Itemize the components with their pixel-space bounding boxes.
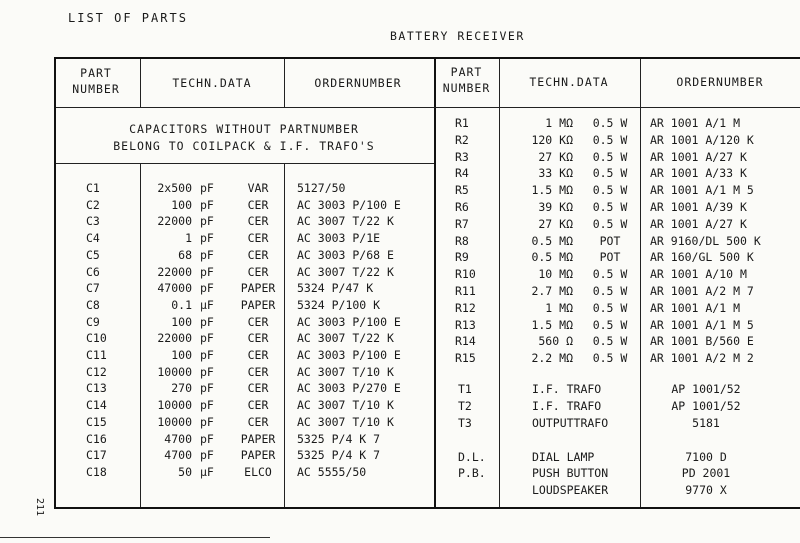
order-number: AR 1001 A/1 M (650, 116, 741, 130)
res-rating: 0.5 W (592, 200, 628, 214)
cap-unit: pF (200, 414, 214, 429)
cap-value: 4700 (164, 448, 192, 463)
order-number: AC 3003 P/100 E (297, 314, 401, 329)
res-value: 39 KΩ (538, 200, 573, 214)
res-value: 27 KΩ (538, 216, 573, 231)
order-number: AR 9160/DL 500 K (650, 233, 761, 248)
note-line-1: CAPACITORS WITHOUT PARTNUMBER (129, 122, 359, 136)
res-value: 1.5 MΩ (531, 317, 573, 332)
res-value: 27 KΩ (538, 149, 573, 164)
part-description: LOUDSPEAKER (532, 483, 609, 497)
cap-unit: µF (200, 297, 214, 312)
cap-value: 50 (178, 464, 192, 479)
order-number: AR 1001 A/27 K (650, 149, 747, 164)
res-value: 10 MΩ (538, 267, 573, 282)
order-number: AC 3007 T/22 K (297, 214, 394, 229)
hdr-part-number-right (434, 67, 499, 94)
part-number: C12 (86, 364, 107, 379)
order-number: AR 1001 A/2 M 2 (650, 351, 754, 366)
part-number: R5 (455, 183, 469, 198)
cap-unit: pF (200, 314, 214, 329)
res-value: 0.5 MΩ (531, 233, 573, 248)
res-value: 560 Ω (538, 334, 573, 349)
hdr-part-line2: NUMBER (442, 80, 491, 95)
hdr-ordernumber-right: ORDERNUMBER (676, 75, 764, 89)
page-title: LIST OF PARTS (68, 11, 188, 25)
cap-unit: pF (200, 231, 214, 246)
hdr-techn-data-left: TECHN.DATA (172, 76, 252, 90)
cap-type: PAPER (240, 431, 276, 446)
order-number: AC 3007 T/22 K (297, 331, 394, 346)
cap-value: 22000 (157, 214, 192, 229)
col-divider (499, 59, 500, 507)
cap-unit: pF (200, 331, 214, 346)
part-number: R8 (455, 233, 469, 248)
cap-type: VAR (247, 181, 269, 195)
hdr-part-number-left (56, 68, 136, 95)
order-number: AR 1001 A/120 K (650, 132, 754, 147)
cap-unit: pF (200, 448, 214, 463)
res-rating: 0.5 W (592, 334, 628, 349)
order-number: AR 1001 A/1 M 5 (650, 317, 754, 332)
cap-type: CER (247, 331, 269, 346)
cap-value: 100 (171, 314, 192, 329)
cap-value: 100 (171, 197, 192, 212)
part-number: C5 (86, 247, 100, 262)
part-number: C10 (86, 331, 107, 346)
order-number: AC 3003 P/68 E (297, 247, 394, 262)
order-number: 5127/50 (297, 181, 346, 195)
cap-value: 1 (185, 231, 192, 246)
res-rating: 0.5 W (592, 183, 628, 198)
part-number: T2 (458, 399, 472, 413)
cap-type: CER (247, 214, 269, 229)
part-number: C7 (86, 281, 100, 296)
res-rating: 0.5 W (592, 300, 628, 315)
order-number: AR 1001 A/2 M 7 (650, 284, 754, 298)
part-number: R14 (455, 334, 476, 349)
note-line-2: BELONG TO COILPACK & I.F. TRAFO'S (113, 139, 375, 153)
part-number: R11 (455, 284, 476, 298)
cap-unit: pF (200, 281, 214, 296)
cap-value: 10000 (157, 398, 192, 413)
res-value: 0.5 MΩ (531, 250, 573, 265)
order-number: AC 5555/50 (297, 464, 367, 479)
cap-unit: pF (200, 264, 214, 279)
part-number: D.L. (458, 450, 486, 464)
part-description: OUTPUTTRAFO (532, 416, 609, 430)
part-number: R2 (455, 132, 469, 147)
page-subtitle: BATTERY RECEIVER (390, 29, 525, 43)
cap-value: 0.1 (171, 297, 192, 312)
part-number: R12 (455, 300, 476, 315)
cap-type: CER (247, 264, 269, 279)
part-description: PUSH BUTTON (532, 466, 609, 480)
order-number: 5324 P/47 K (297, 281, 374, 296)
part-number: C2 (86, 197, 100, 212)
cap-type: ELCO (244, 464, 272, 479)
order-number: AR 1001 A/27 K (650, 216, 747, 231)
order-number: AR 1001 A/39 K (650, 200, 747, 214)
bottom-rule (0, 537, 270, 538)
part-number: R13 (455, 317, 476, 332)
res-value: 33 KΩ (538, 166, 573, 181)
order-number: AR 1001 A/1 M 5 (650, 183, 754, 198)
cap-value: 2x500 (157, 181, 192, 195)
order-number: 7100 D (685, 450, 727, 464)
cap-value: 47000 (157, 281, 192, 296)
hdr-techn-data-right: TECHN.DATA (529, 75, 609, 89)
hdr-part-line1: PART (80, 66, 112, 80)
part-number: C9 (86, 314, 100, 329)
part-description: DIAL LAMP (532, 450, 595, 464)
hdr-ordernumber-left: ORDERNUMBER (314, 76, 402, 90)
cap-unit: pF (200, 247, 214, 262)
part-number: C18 (86, 464, 107, 479)
part-number: C15 (86, 414, 107, 429)
part-description: I.F. TRAFO (532, 382, 602, 396)
cap-unit: pF (200, 197, 214, 212)
order-number: AC 3007 T/10 K (297, 364, 394, 379)
cap-value: 22000 (157, 331, 192, 346)
cap-type: PAPER (240, 281, 276, 296)
res-value: 1.5 MΩ (531, 183, 573, 198)
part-number: C1 (86, 181, 100, 195)
part-number: C16 (86, 431, 107, 446)
res-rating: 0.5 W (592, 267, 628, 282)
cap-type: CER (247, 398, 269, 413)
cap-unit: pF (200, 181, 214, 195)
hdr-part-line2: NUMBER (72, 81, 120, 96)
center-divider (434, 59, 436, 507)
cap-value: 10000 (157, 364, 192, 379)
order-number: AC 3007 T/22 K (297, 264, 394, 279)
cap-type: CER (247, 348, 269, 362)
order-number: AC 3007 T/10 K (297, 414, 394, 429)
res-rating: 0.5 W (592, 216, 628, 231)
cap-type: CER (247, 414, 269, 429)
part-number: R4 (455, 166, 469, 181)
order-number: AP 1001/52 (671, 382, 741, 396)
cap-type: CER (247, 314, 269, 329)
order-number: AR 1001 A/33 K (650, 166, 747, 181)
part-number: C4 (86, 231, 100, 246)
part-number: C8 (86, 297, 100, 312)
res-rating: POT (599, 233, 621, 248)
part-number: C3 (86, 214, 100, 229)
part-number: R15 (455, 351, 476, 366)
res-value: 1 MΩ (545, 300, 573, 315)
res-rating: 0.5 W (592, 317, 628, 332)
res-rating: POT (599, 250, 621, 265)
order-number: AC 3007 T/10 K (297, 398, 394, 413)
cap-unit: pF (200, 214, 214, 229)
order-number: AC 3003 P/100 E (297, 348, 401, 362)
res-rating: 0.5 W (592, 149, 628, 164)
part-number: C14 (86, 398, 107, 413)
part-number: R10 (455, 267, 476, 282)
order-number: AR 1001 A/1 M (650, 300, 741, 315)
cap-type: PAPER (240, 297, 276, 312)
part-number: C17 (86, 448, 107, 463)
res-value: 2.7 MΩ (531, 284, 573, 298)
part-number: C11 (86, 348, 107, 362)
res-value: 2.2 MΩ (531, 351, 573, 366)
cap-type: CER (247, 381, 269, 396)
cap-value: 10000 (157, 414, 192, 429)
cap-unit: pF (200, 364, 214, 379)
hdr-part-line1: PART (450, 65, 483, 79)
cap-type: CER (247, 197, 269, 212)
cap-unit: µF (200, 464, 214, 479)
order-number: PD 2001 (681, 466, 731, 480)
cap-value: 270 (171, 381, 192, 396)
cap-unit: pF (200, 431, 214, 446)
order-number: AC 3003 P/1E (297, 231, 381, 246)
order-number: 5325 P/4 K 7 (297, 448, 381, 463)
part-number: R7 (455, 216, 469, 231)
order-number: AP 1001/52 (671, 399, 741, 413)
order-number: AR 1001 A/10 M (650, 267, 747, 282)
cap-unit: pF (200, 381, 214, 396)
res-value: 120 KΩ (531, 132, 573, 147)
res-rating: 0.5 W (592, 166, 628, 181)
res-rating: 0.5 W (592, 351, 628, 366)
page-number: 211 (34, 498, 45, 517)
cap-value: 4700 (164, 431, 192, 446)
part-number: T3 (458, 416, 472, 430)
part-number: P.B. (458, 466, 486, 480)
part-number: C13 (86, 381, 107, 396)
note-rule (56, 163, 434, 164)
cap-value: 22000 (157, 264, 192, 279)
cap-value: 68 (178, 247, 192, 262)
order-number: AR 1001 B/560 E (650, 334, 754, 349)
part-number: R1 (455, 116, 469, 130)
order-number: 5181 (692, 416, 720, 430)
part-number: T1 (458, 382, 472, 396)
cap-value: 100 (171, 348, 192, 362)
order-number: 9770 X (685, 483, 727, 497)
cap-type: PAPER (240, 448, 276, 463)
res-rating: 0.5 W (592, 284, 628, 298)
part-number: R9 (455, 250, 469, 265)
order-number: AC 3003 P/100 E (297, 197, 401, 212)
part-number: R3 (455, 149, 469, 164)
order-number: 5325 P/4 K 7 (297, 431, 381, 446)
cap-unit: pF (200, 398, 214, 413)
part-description: I.F. TRAFO (532, 399, 602, 413)
res-rating: 0.5 W (592, 132, 628, 147)
part-number: C6 (86, 264, 100, 279)
col-divider (640, 59, 641, 507)
order-number: 5324 P/100 K (297, 297, 381, 312)
res-rating: 0.5 W (592, 116, 628, 130)
res-value: 1 MΩ (545, 116, 573, 130)
cap-type: CER (247, 231, 269, 246)
order-number: AC 3003 P/270 E (297, 381, 401, 396)
cap-type: CER (247, 247, 269, 262)
cap-unit: pF (200, 348, 214, 362)
order-number: AR 160/GL 500 K (650, 250, 754, 265)
part-number: R6 (455, 200, 469, 214)
cap-type: CER (247, 364, 269, 379)
